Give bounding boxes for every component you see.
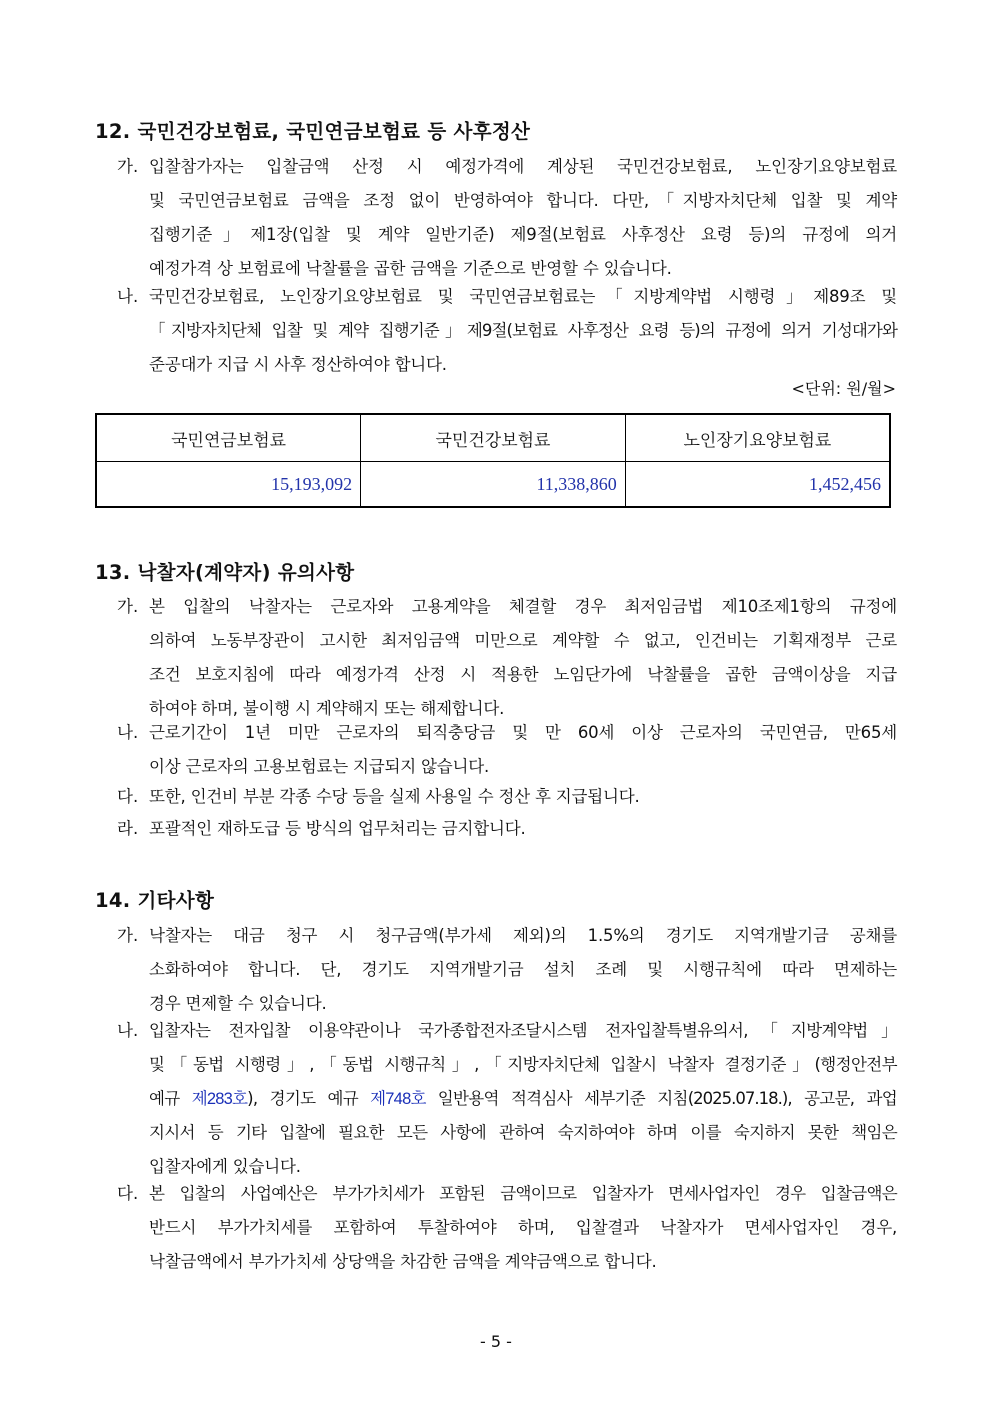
item-marker: 나. bbox=[117, 1021, 139, 1040]
value-long-term-care: 1,452,456 bbox=[625, 462, 890, 508]
paragraph-line: 준공대가 지급 시 사후 정산하여야 합니다. bbox=[149, 355, 447, 374]
item-marker: 나. bbox=[117, 723, 139, 742]
paragraph-line: 낙찰자는 대금 청구 시 청구금액(부가세 제외)의 1.5%의 경기도 지역개발기금 공채를 bbox=[149, 926, 897, 945]
paragraph-line: 소화하여야 합니다. 단, 경기도 지역개발기금 설치 조례 및 시행규칙에 따라 면제하는 bbox=[149, 960, 897, 979]
header-national-pension: 국민연금보험료 bbox=[96, 414, 361, 462]
header-long-term-care: 노인장기요양보험료 bbox=[625, 414, 890, 462]
item-marker: 가. bbox=[117, 926, 139, 945]
reference-number: 제283호 bbox=[191, 1090, 248, 1108]
reference-date: (2025.07.18.) bbox=[687, 1089, 788, 1108]
paragraph-line: 입찰자는 전자입찰 이용약관이나 국가종합전자조달시스템 전자입찰특별유의서,「지방계약법」 bbox=[149, 1021, 897, 1040]
table-header-row bbox=[96, 414, 890, 462]
paragraph-line: 의하여 노동부장관이 고시한 최저임금액 미만으로 계약할 수 없고, 인건비는 기획재정부 근로 bbox=[149, 631, 897, 650]
paragraph-line-with-references bbox=[149, 1082, 897, 1116]
paragraph-line: 및「동법 시행령」,「동법 시행규칙」,「지방자치단체 입찰시 낙찰자 결정기준」(행정안전부 bbox=[149, 1055, 897, 1074]
paragraph-line: 국민건강보험료, 노인장기요양보험료 및 국민연금보험료는「지방계약법 시행령」제89조 및 bbox=[149, 287, 897, 306]
table-unit-label: <단위: 원/월> bbox=[791, 379, 896, 398]
paragraph-line: 본 입찰의 낙찰자는 근로자와 고용계약을 체결할 경우 최저임금법 제10조제1항의 규정에 bbox=[149, 597, 897, 616]
insurance-table bbox=[95, 413, 891, 508]
page-number: - 5 - bbox=[480, 1332, 512, 1351]
paragraph-line: 포괄적인 재하도급 등 방식의 업무처리는 금지합니다. bbox=[149, 819, 526, 838]
paragraph-line: 본 입찰의 사업예산은 부가가치세가 포함된 금액이므로 입찰자가 면세사업자인 경우 입찰금액은 bbox=[149, 1184, 897, 1203]
paragraph-line: 입찰참가자는 입찰금액 산정 시 예정가격에 계상된 국민건강보험료, 노인장기요양보험료 bbox=[149, 157, 897, 176]
paragraph-line: 또한, 인건비 부분 각종 수당 등을 실제 사용일 수 정산 후 지급됩니다. bbox=[149, 787, 640, 806]
text-segment: 예규 bbox=[149, 1089, 192, 1108]
item-marker: 가. bbox=[117, 157, 139, 176]
paragraph-line: 경우 면제할 수 있습니다. bbox=[149, 994, 327, 1013]
section-12-title: 12. 국민건강보험료, 국민연금보험료 등 사후정산 bbox=[95, 120, 531, 143]
value-health-insurance: 11,338,860 bbox=[361, 462, 626, 508]
reference-number: 제748호 bbox=[370, 1090, 426, 1108]
section-13-title: 13. 낙찰자(계약자) 유의사항 bbox=[95, 561, 355, 584]
paragraph-line: 근로기간이 1년 미만 근로자의 퇴직충당금 및 만 60세 이상 근로자의 국민연금, 만65세 bbox=[149, 723, 897, 742]
paragraph-line: 반드시 부가가치세를 포함하여 투찰하여야 하며, 입찰결과 낙찰자가 면세사업자인 경우, bbox=[149, 1218, 897, 1237]
paragraph-line: 이상 근로자의 고용보험료는 지급되지 않습니다. bbox=[149, 757, 490, 776]
paragraph-line: 지시서 등 기타 입찰에 필요한 모든 사항에 관하여 숙지하여야 하며 이를 숙지하지 못한 책임은 bbox=[149, 1123, 897, 1142]
paragraph-line: 입찰자에게 있습니다. bbox=[149, 1157, 301, 1176]
paragraph-line: 및 국민연금보험료 금액을 조정 없이 반영하여야 합니다. 다만,「지방자치단체 입찰 및 계약 bbox=[149, 191, 897, 210]
paragraph-line: 집행기준」제1장(입찰 및 계약 일반기준) 제9절(보험료 사후정산 요령 등)의 규정에 의거 bbox=[149, 225, 897, 244]
value-national-pension: 15,193,092 bbox=[96, 462, 361, 508]
paragraph-line: 조건 보호지침에 따라 예정가격 산정 시 적용한 노임단가에 낙찰률을 곱한 금액이상을 지급 bbox=[149, 665, 897, 684]
item-marker: 가. bbox=[117, 597, 139, 616]
text-segment: 일반용역 적격심사 세부기준 지침 bbox=[425, 1089, 688, 1108]
section-14-title: 14. 기타사항 bbox=[95, 889, 215, 912]
text-segment: , 공고문, 과업 bbox=[787, 1089, 898, 1108]
header-health-insurance: 국민건강보험료 bbox=[361, 414, 626, 462]
paragraph-line: 낙찰금액에서 부가가치세 상당액을 차감한 금액을 계약금액으로 합니다. bbox=[149, 1252, 657, 1271]
item-marker: 라. bbox=[117, 819, 139, 838]
item-marker: 나. bbox=[117, 287, 139, 306]
paragraph-line: 예정가격 상 보험료에 낙찰률을 곱한 금액을 기준으로 반영할 수 있습니다. bbox=[149, 259, 672, 278]
text-segment: ), 경기도 예규 bbox=[247, 1089, 371, 1108]
table-row bbox=[96, 462, 890, 508]
paragraph-line: 「지방자치단체 입찰 및 계약 집행기준」제9절(보험료 사후정산 요령 등)의 규정에 의거 기성대가와 bbox=[149, 321, 897, 340]
paragraph-line: 하여야 하며, 불이행 시 계약해지 또는 해제합니다. bbox=[149, 699, 505, 718]
item-marker: 다. bbox=[117, 787, 139, 806]
item-marker: 다. bbox=[117, 1184, 139, 1203]
